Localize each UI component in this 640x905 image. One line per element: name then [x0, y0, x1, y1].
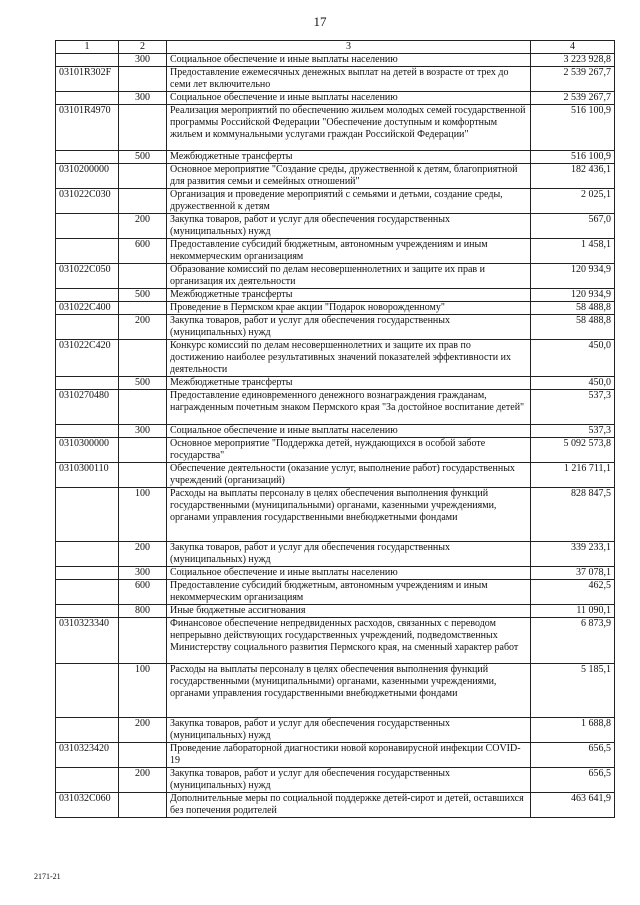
- row-code: [56, 425, 119, 438]
- row-expense-type: [119, 438, 167, 463]
- row-amount: 656,5: [531, 743, 615, 768]
- row-code: 031032C060: [56, 793, 119, 818]
- row-name: Закупка товаров, работ и услуг для обеспечения государственных (муниципальных) нужд: [167, 214, 531, 239]
- table-row: [56, 289, 615, 302]
- row-name: Образование комиссий по делам несовершеннолетних и защите их прав и организация их деятельности: [167, 264, 531, 289]
- row-name: Иные бюджетные ассигнования: [167, 605, 531, 618]
- row-code: [56, 54, 119, 67]
- row-code: 031022C050: [56, 264, 119, 289]
- row-amount: 182 436,1: [531, 164, 615, 189]
- table-row: [56, 618, 615, 664]
- row-code: 031022C420: [56, 340, 119, 377]
- row-code: 0310300110: [56, 463, 119, 488]
- row-expense-type: 200: [119, 542, 167, 567]
- document-code: 2171-21: [34, 872, 61, 881]
- table-row: [56, 214, 615, 239]
- header-col-4: 4: [531, 41, 615, 54]
- row-amount: 3 223 928,8: [531, 54, 615, 67]
- row-name: Реализация мероприятий по обеспечению жильем молодых семей государственной программы Российской Федерации "Обеспечение доступным и комфортным жильем и коммунальными услугами граждан Российской Федерации": [167, 105, 531, 151]
- table-row: [56, 605, 615, 618]
- table-row: [56, 718, 615, 743]
- table-row: [56, 92, 615, 105]
- row-expense-type: 100: [119, 488, 167, 542]
- table-row: [56, 542, 615, 567]
- row-amount: 5 092 573,8: [531, 438, 615, 463]
- budget-table: [55, 40, 615, 818]
- row-amount: 1 458,1: [531, 239, 615, 264]
- table-header-row: [56, 41, 615, 54]
- table-row: [56, 189, 615, 214]
- table-row: [56, 580, 615, 605]
- row-code: 03101R4970: [56, 105, 119, 151]
- row-code: 031022C030: [56, 189, 119, 214]
- row-expense-type: [119, 463, 167, 488]
- row-name: Основное мероприятие "Поддержка детей, нуждающихся в особой заботе государства": [167, 438, 531, 463]
- row-name: Дополнительные меры по социальной поддержке детей-сирот и детей, оставшихся без попечения родителей: [167, 793, 531, 818]
- table-row: [56, 664, 615, 718]
- row-name: Предоставление ежемесячных денежных выплат на детей в возрасте от трех до семи лет включительно: [167, 67, 531, 92]
- row-name: Организация и проведение мероприятий с семьями и детьми, создание среды, дружественной к детям: [167, 189, 531, 214]
- table-row: [56, 264, 615, 289]
- row-name: Социальное обеспечение и иные выплаты населению: [167, 567, 531, 580]
- table-row: [56, 438, 615, 463]
- table-row: [56, 151, 615, 164]
- table-row: [56, 164, 615, 189]
- row-code: [56, 289, 119, 302]
- row-name: Закупка товаров, работ и услуг для обеспечения государственных (муниципальных) нужд: [167, 768, 531, 793]
- row-name: Проведение в Пермском крае акции "Подарок новорожденному": [167, 302, 531, 315]
- table-row: [56, 54, 615, 67]
- row-code: [56, 214, 119, 239]
- row-amount: 120 934,9: [531, 264, 615, 289]
- row-expense-type: 500: [119, 377, 167, 390]
- row-code: [56, 580, 119, 605]
- table-row: [56, 425, 615, 438]
- row-expense-type: 500: [119, 151, 167, 164]
- row-name: Обеспечение деятельности (оказание услуг, выполнение работ) государственных учреждений (организаций): [167, 463, 531, 488]
- row-amount: 450,0: [531, 340, 615, 377]
- row-amount: 567,0: [531, 214, 615, 239]
- row-expense-type: 200: [119, 768, 167, 793]
- row-code: [56, 718, 119, 743]
- row-amount: 2 025,1: [531, 189, 615, 214]
- row-name: Проведение лабораторной диагностики новой коронавирусной инфекции COVID-19: [167, 743, 531, 768]
- row-expense-type: 300: [119, 54, 167, 67]
- row-name: Межбюджетные трансферты: [167, 151, 531, 164]
- row-expense-type: [119, 340, 167, 377]
- row-amount: 339 233,1: [531, 542, 615, 567]
- row-amount: 11 090,1: [531, 605, 615, 618]
- row-code: 0310270480: [56, 390, 119, 425]
- row-amount: 463 641,9: [531, 793, 615, 818]
- row-expense-type: [119, 743, 167, 768]
- row-code: 031022C400: [56, 302, 119, 315]
- row-code: [56, 567, 119, 580]
- row-name: Конкурс комиссий по делам несовершеннолетних и защите их прав по достижению наиболее результативных значений показателей эффективности их деятельности: [167, 340, 531, 377]
- table-row: [56, 488, 615, 542]
- row-expense-type: 300: [119, 425, 167, 438]
- row-name: Предоставление единовременного денежного вознаграждения гражданам, награжденным почетным знаком Пермского края "За достойное воспитание детей": [167, 390, 531, 425]
- row-expense-type: [119, 618, 167, 664]
- row-amount: 516 100,9: [531, 105, 615, 151]
- row-amount: 828 847,5: [531, 488, 615, 542]
- row-expense-type: [119, 189, 167, 214]
- row-expense-type: 200: [119, 315, 167, 340]
- row-amount: 537,3: [531, 425, 615, 438]
- row-expense-type: [119, 164, 167, 189]
- table-row: [56, 340, 615, 377]
- row-code: [56, 239, 119, 264]
- row-name: Расходы на выплаты персоналу в целях обеспечения выполнения функций государственными (муниципальными) органами, казенными учреждениями, органами управления государственными внебюджетными фондами: [167, 488, 531, 542]
- row-expense-type: [119, 105, 167, 151]
- row-amount: 120 934,9: [531, 289, 615, 302]
- header-col-3: 3: [167, 41, 531, 54]
- row-expense-type: [119, 793, 167, 818]
- row-expense-type: [119, 67, 167, 92]
- row-code: 03101R302F: [56, 67, 119, 92]
- row-amount: 2 539 267,7: [531, 92, 615, 105]
- row-name: Основное мероприятие "Создание среды, дружественной к детям, благоприятной для развития семьи и семейных отношений": [167, 164, 531, 189]
- row-expense-type: 500: [119, 289, 167, 302]
- row-amount: 58 488,8: [531, 302, 615, 315]
- row-name: Межбюджетные трансферты: [167, 377, 531, 390]
- row-name: Закупка товаров, работ и услуг для обеспечения государственных (муниципальных) нужд: [167, 718, 531, 743]
- row-expense-type: 200: [119, 718, 167, 743]
- row-code: 0310200000: [56, 164, 119, 189]
- row-name: Закупка товаров, работ и услуг для обеспечения государственных (муниципальных) нужд: [167, 315, 531, 340]
- row-amount: 516 100,9: [531, 151, 615, 164]
- row-name: Социальное обеспечение и иные выплаты населению: [167, 425, 531, 438]
- table-row: [56, 302, 615, 315]
- row-name: Расходы на выплаты персоналу в целях обеспечения выполнения функций государственными (муниципальными) органами, казенными учреждениями, органами управления государственными внебюджетными фондами: [167, 664, 531, 718]
- header-col-2: 2: [119, 41, 167, 54]
- row-code: [56, 92, 119, 105]
- row-expense-type: 200: [119, 214, 167, 239]
- row-amount: 6 873,9: [531, 618, 615, 664]
- row-code: [56, 315, 119, 340]
- row-expense-type: 800: [119, 605, 167, 618]
- row-expense-type: [119, 302, 167, 315]
- row-amount: 5 185,1: [531, 664, 615, 718]
- table-row: [56, 390, 615, 425]
- row-amount: 450,0: [531, 377, 615, 390]
- row-expense-type: 600: [119, 239, 167, 264]
- row-code: 0310323340: [56, 618, 119, 664]
- row-name: Предоставление субсидий бюджетным, автономным учреждениям и иным некоммерческим организациям: [167, 239, 531, 264]
- row-amount: 37 078,1: [531, 567, 615, 580]
- row-amount: 1 688,8: [531, 718, 615, 743]
- row-code: [56, 768, 119, 793]
- row-code: [56, 488, 119, 542]
- row-code: [56, 664, 119, 718]
- row-expense-type: 100: [119, 664, 167, 718]
- row-expense-type: 600: [119, 580, 167, 605]
- row-amount: 58 488,8: [531, 315, 615, 340]
- table-row: [56, 743, 615, 768]
- row-expense-type: 300: [119, 567, 167, 580]
- row-name: Социальное обеспечение и иные выплаты населению: [167, 54, 531, 67]
- row-amount: 537,3: [531, 390, 615, 425]
- row-code: [56, 605, 119, 618]
- row-expense-type: 300: [119, 92, 167, 105]
- table-row: [56, 67, 615, 92]
- table-row: [56, 315, 615, 340]
- table-row: [56, 567, 615, 580]
- row-name: Предоставление субсидий бюджетным, автономным учреждениям и иным некоммерческим организациям: [167, 580, 531, 605]
- row-amount: 1 216 711,1: [531, 463, 615, 488]
- row-code: 0310323420: [56, 743, 119, 768]
- row-name: Закупка товаров, работ и услуг для обеспечения государственных (муниципальных) нужд: [167, 542, 531, 567]
- row-name: Социальное обеспечение и иные выплаты населению: [167, 92, 531, 105]
- table-row: [56, 768, 615, 793]
- row-code: [56, 542, 119, 567]
- table-row: [56, 463, 615, 488]
- row-expense-type: [119, 264, 167, 289]
- table-row: [56, 239, 615, 264]
- row-amount: 462,5: [531, 580, 615, 605]
- row-name: Финансовое обеспечение непредвиденных расходов, связанных с переводом непрерывно действующих государственных учреждений, подведомственных Министерству социального развития Пермского края, на сменный характер работ: [167, 618, 531, 664]
- row-amount: 2 539 267,7: [531, 67, 615, 92]
- table-row: [56, 105, 615, 151]
- row-code: [56, 151, 119, 164]
- row-name: Межбюджетные трансферты: [167, 289, 531, 302]
- header-col-1: 1: [56, 41, 119, 54]
- table-row: [56, 377, 615, 390]
- row-code: [56, 377, 119, 390]
- page-number: 17: [313, 14, 327, 29]
- row-amount: 656,5: [531, 768, 615, 793]
- row-code: 0310300000: [56, 438, 119, 463]
- row-expense-type: [119, 390, 167, 425]
- table-row: [56, 793, 615, 818]
